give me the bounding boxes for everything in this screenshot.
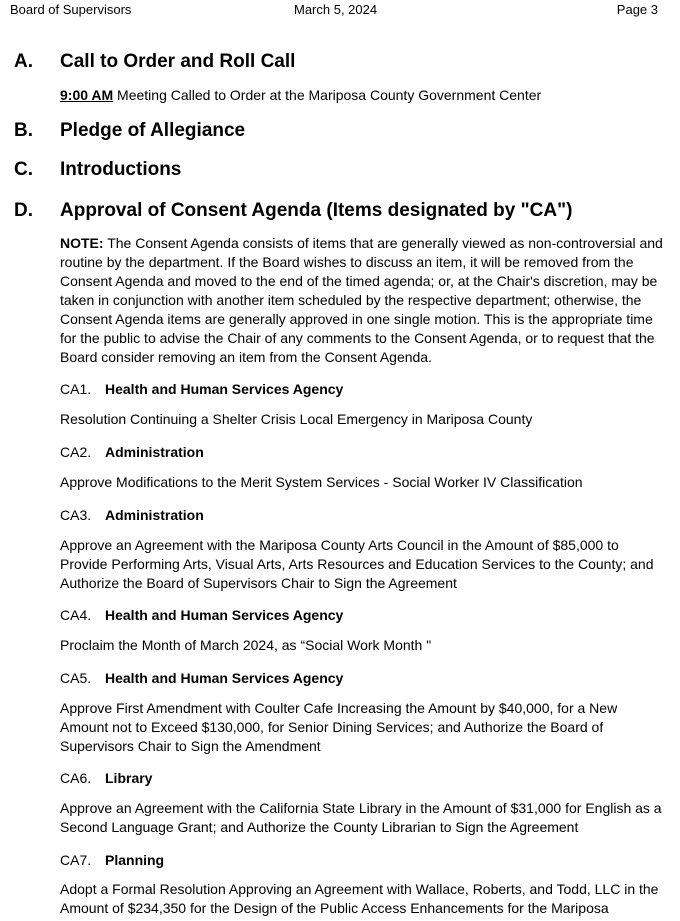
- note-label: NOTE:: [60, 235, 104, 251]
- item-department: Health and Human Services Agency: [105, 607, 344, 623]
- agenda-item-description: Approve Modifications to the Merit System Services - Social Worker IV Classification: [60, 474, 583, 490]
- call-to-order-line: [60, 86, 664, 105]
- item-department: Library: [105, 770, 153, 786]
- item-department: Health and Human Services Agency: [105, 381, 344, 397]
- agenda-item-description: Adopt a Formal Resolution Approving an Agreement with Wallace, Roberts, and Todd, LLC in the Amount of $234,350 for the Design of the Public Access Enhancements for the Mariposa: [60, 881, 659, 916]
- consent-agenda-note: [60, 234, 664, 367]
- agenda-item-description: Approve an Agreement with the California State Library in the Amount of $31,000 for English as a Second Language Grant; and Authorize the County Librarian to Sign the Agreement: [60, 800, 662, 835]
- header-page-number: Page 3: [616, 2, 658, 17]
- section-heading-c: [14, 159, 181, 181]
- section-heading-d: [14, 200, 572, 222]
- agenda-item-header: [60, 443, 204, 462]
- agenda-item-header: [60, 380, 343, 399]
- item-department: Administration: [105, 507, 204, 523]
- section-title: Approval of Consent Agenda (Items designated by "CA"): [60, 200, 573, 221]
- header-body-name: Board of Supervisors: [10, 2, 132, 17]
- item-code: CA7.: [60, 852, 92, 868]
- item-code: CA6.: [60, 770, 92, 786]
- item-department: Planning: [105, 852, 165, 868]
- section-heading-a: [14, 51, 295, 73]
- item-code: CA5.: [60, 670, 92, 686]
- item-code: CA4.: [60, 607, 92, 623]
- note-text: The Consent Agenda consists of items that are generally viewed as non-controversial and routine by the department. If the Board wishes to discuss an item, it will be removed from the Consent Agenda and moved to the end of the timed agenda; or, at the Chair's discretion, may be taken in conjunction with another item scheduled by the respective department; otherwise, the Consent Agenda items are generally approved in one single motion. This is the appropriate time for the public to advise the Chair of any comments to the Consent Agenda, or to request that the Board consider removing an item from the Consent Agenda.: [60, 235, 663, 365]
- section-letter: D.: [14, 200, 33, 221]
- agenda-item-description: Approve an Agreement with the Mariposa County Arts Council in the Amount of $85,000 to Provide Performing Arts, Visual Arts, Arts Resources and Education Services to the County; and Authorize the Board of Supervisors Chair to Sign the Agreement: [60, 537, 654, 591]
- agenda-item-header: [60, 669, 343, 688]
- agenda-item-description: Resolution Continuing a Shelter Crisis Local Emergency in Mariposa County: [60, 411, 533, 427]
- page-header: [10, 2, 658, 18]
- agenda-item-header: [60, 606, 343, 625]
- item-department: Administration: [105, 444, 204, 460]
- section-title: Introductions: [60, 159, 182, 180]
- agenda-item-header: [60, 506, 204, 525]
- header-date: March 5, 2024: [294, 2, 378, 17]
- item-code: CA2.: [60, 444, 92, 460]
- section-title: Call to Order and Roll Call: [60, 51, 296, 72]
- section-letter: A.: [14, 51, 33, 72]
- section-title: Pledge of Allegiance: [60, 120, 246, 141]
- item-code: CA1.: [60, 381, 92, 397]
- agenda-item-description: Approve First Amendment with Coulter Cafe Increasing the Amount by $40,000, for a New Amount not to Exceed $130,000, for Senior Dining Services; and Authorize the Board of Supervisors Chair to Sign the Amendment: [60, 700, 618, 754]
- item-code: CA3.: [60, 507, 92, 523]
- agenda-item-header: [60, 851, 164, 870]
- meeting-time: 9:00 AM: [60, 87, 114, 103]
- section-letter: B.: [14, 120, 33, 141]
- section-letter: C.: [14, 159, 33, 180]
- agenda-item-description: Proclaim the Month of March 2024, as “Social Work Month ": [60, 637, 432, 653]
- call-to-order-text: Meeting Called to Order at the Mariposa County Government Center: [113, 87, 542, 103]
- section-heading-b: [14, 120, 245, 142]
- agenda-item-header: [60, 769, 152, 788]
- item-department: Health and Human Services Agency: [105, 670, 344, 686]
